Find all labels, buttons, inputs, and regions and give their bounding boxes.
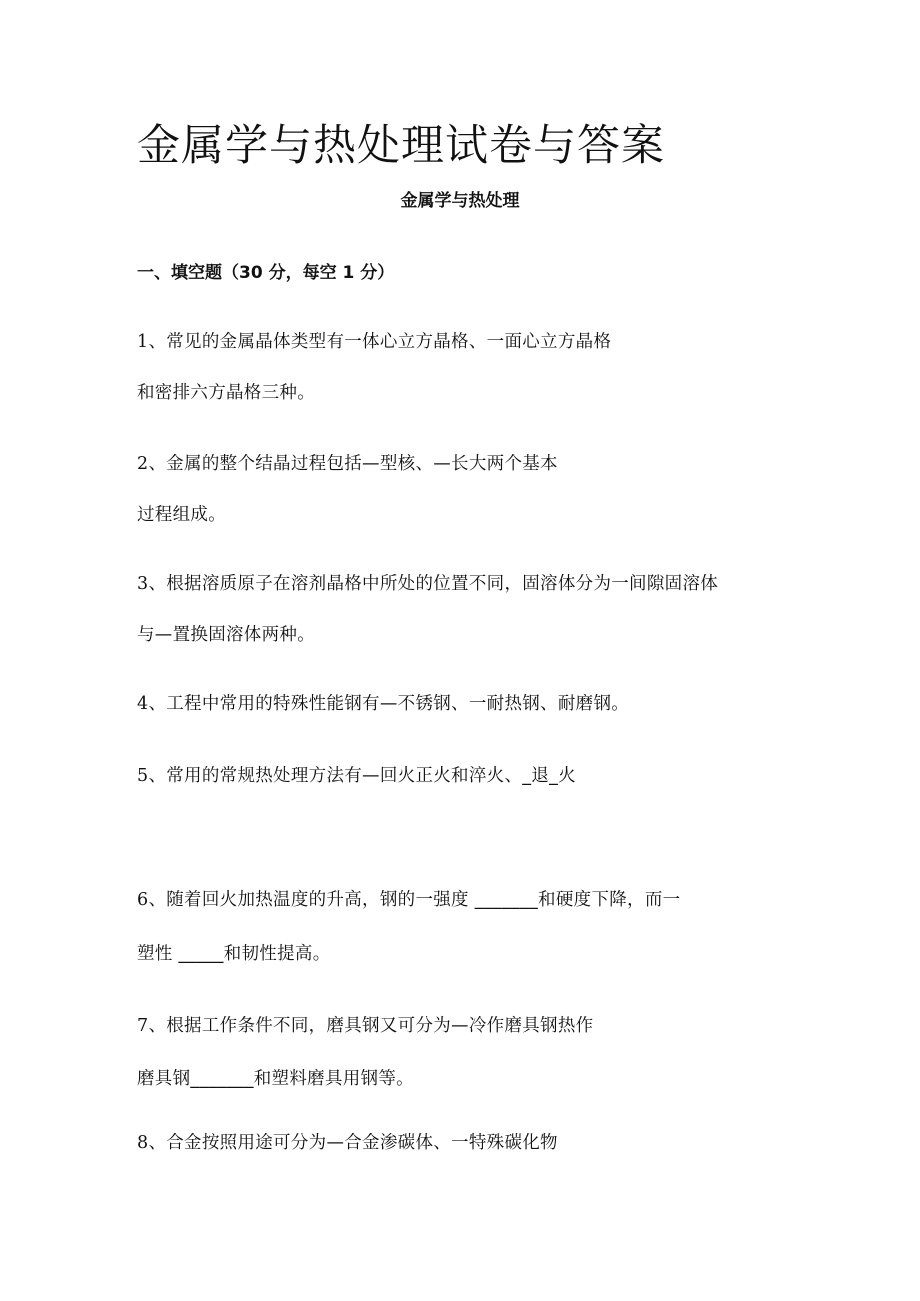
question-text: 工程中常用的特殊性能钢有—不锈钢、一耐热钢、耐磨钢。 [166, 694, 630, 714]
question-separator: 、 [148, 766, 167, 786]
question-3-line-2: 与—置换固溶体两种。 [137, 625, 315, 645]
question-1-line-1 [137, 328, 611, 353]
question-number: 4 [137, 694, 149, 714]
question-separator: 、 [148, 1016, 167, 1036]
question-1-line-2: 和密排六方晶格三种。 [137, 383, 315, 403]
question-separator: 、 [148, 1133, 167, 1153]
question-separator: 、 [148, 574, 167, 594]
document-title: 金属学与热处理试卷与答案 [137, 121, 665, 171]
question-text: 金属的整个结晶过程包括—型核、—长大两个基本 [166, 454, 558, 474]
question-number: 6 [137, 890, 149, 910]
question-7-line-2: 磨具钢_______和塑料磨具用钢等。 [137, 1069, 414, 1089]
question-separator: 、 [148, 890, 167, 910]
question-number: 3 [137, 574, 149, 594]
question-text: 根据溶质原子在溶剂晶格中所处的位置不同，固溶体分为一间隙固溶体 [166, 574, 719, 594]
question-number: 7 [137, 1016, 149, 1036]
question-separator: 、 [148, 454, 167, 474]
question-text: 常用的常规热处理方法有—回火正火和淬火、_退_火 [166, 766, 576, 786]
document-subtitle: 金属学与热处理 [400, 191, 520, 211]
question-5-line-1 [137, 762, 576, 787]
section-heading: 一、填空题（30 分，每空 1 分） [137, 263, 395, 283]
question-3-line-1 [137, 570, 718, 595]
question-number: 8 [137, 1133, 149, 1153]
question-8-line-1 [137, 1129, 558, 1154]
question-text: 随着回火加热温度的升高，钢的一强度 _______和硬度下降，而一 [166, 890, 681, 910]
question-text: 常见的金属晶体类型有一体心立方晶格、一面心立方晶格 [166, 332, 612, 352]
question-7-line-1 [137, 1012, 593, 1037]
question-text: 根据工作条件不同，磨具钢又可分为—冷作磨具钢热作 [166, 1016, 594, 1036]
question-number: 5 [137, 766, 149, 786]
question-number: 1 [137, 332, 149, 352]
question-6-line-1 [137, 886, 680, 911]
question-4-line-1 [137, 690, 629, 715]
question-6-line-2: 塑性 _____和韧性提高。 [137, 944, 331, 964]
question-2-line-2: 过程组成。 [137, 505, 226, 525]
question-2-line-1 [137, 450, 558, 475]
question-text: 合金按照用途可分为—合金渗碳体、一特殊碳化物 [166, 1133, 558, 1153]
question-separator: 、 [148, 694, 167, 714]
question-separator: 、 [148, 332, 167, 352]
question-number: 2 [137, 454, 149, 474]
